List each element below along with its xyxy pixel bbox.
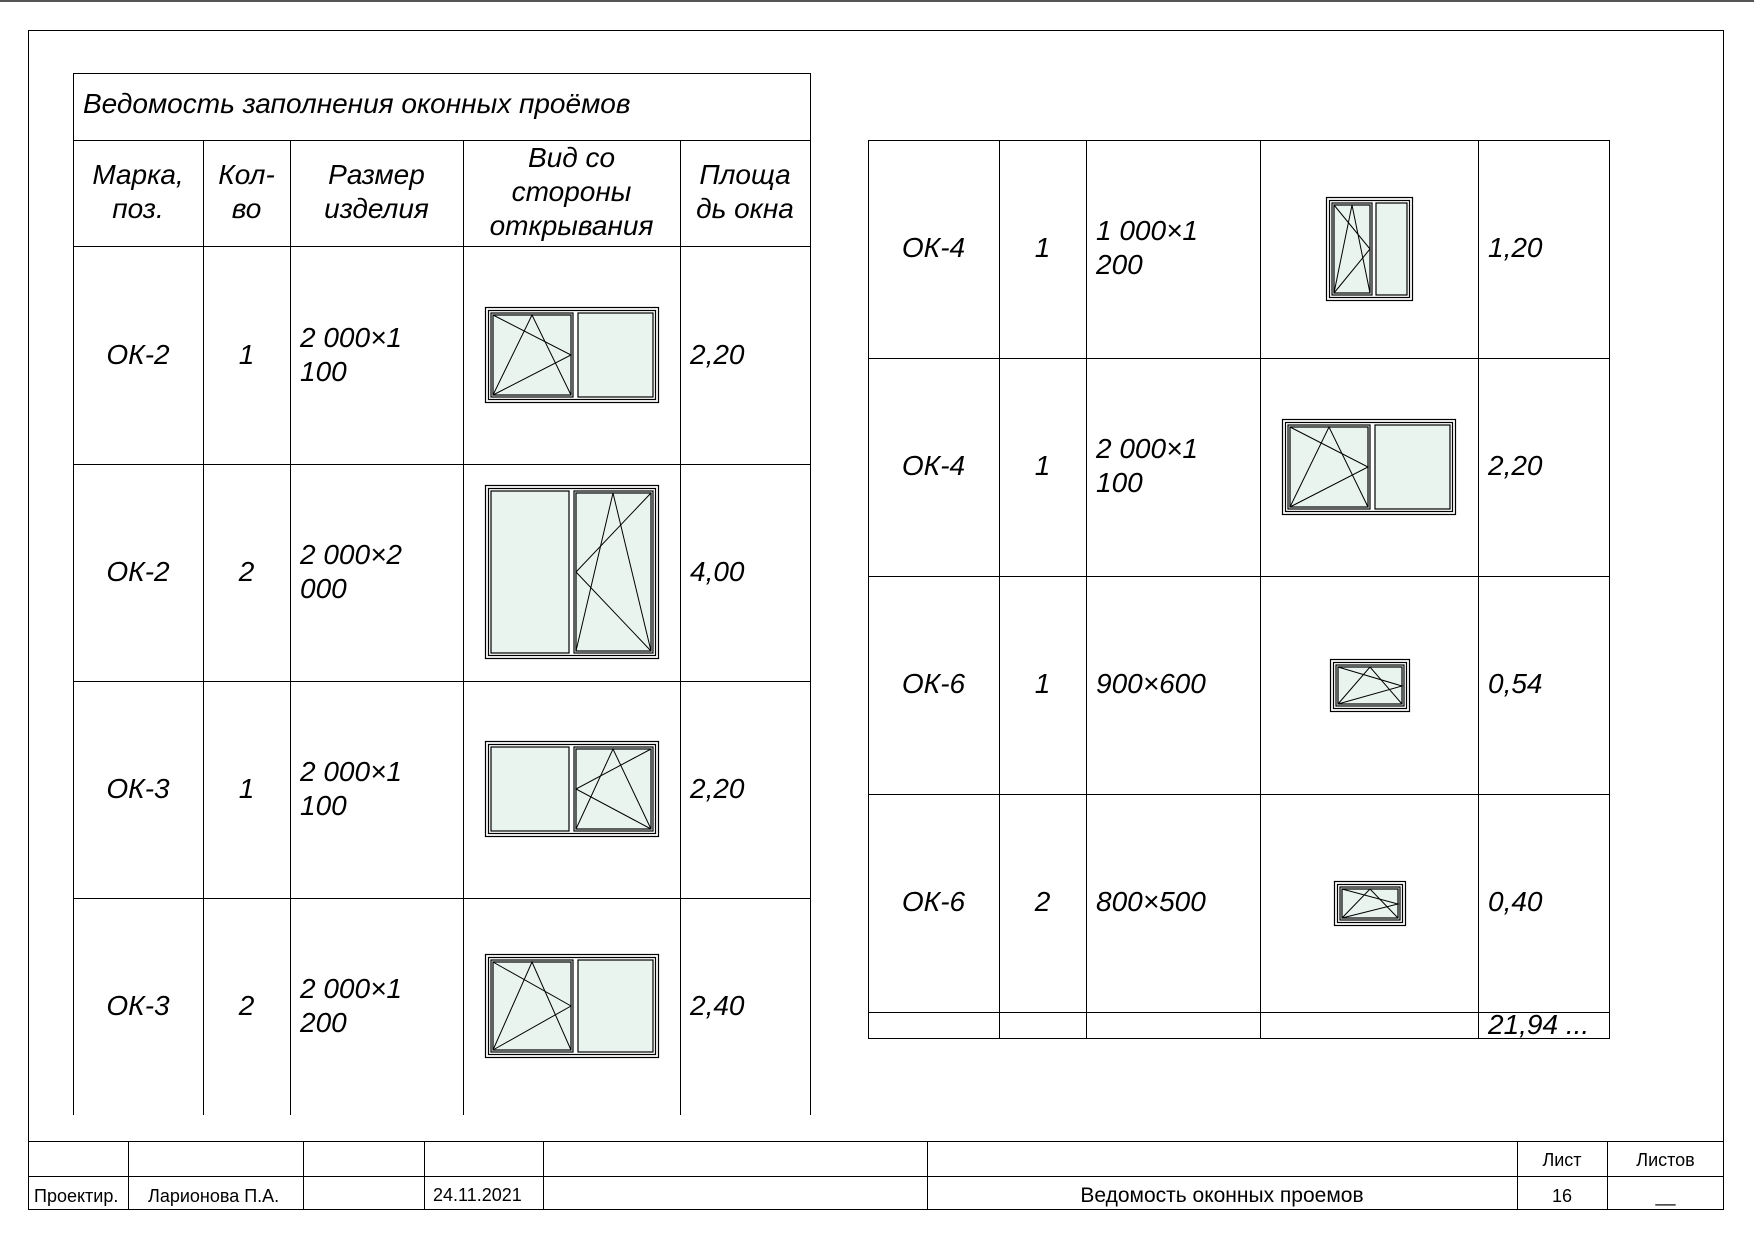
schedule-title: Ведомость заполнения оконных проёмов xyxy=(83,88,631,119)
row-mark: ОК-4 xyxy=(901,450,966,481)
row-qty: 1 xyxy=(1034,450,1051,481)
row-qty: 1 xyxy=(238,773,255,804)
two-pane-right-tilt-turn-window-icon xyxy=(485,485,659,659)
row-size: 2 000×2 000 xyxy=(300,539,402,604)
row-qty: 2 xyxy=(238,990,255,1021)
two-pane-right-tilt-turn-window-icon xyxy=(485,741,659,837)
row-size: 1 000×1 200 xyxy=(1096,215,1198,280)
single-tilt-turn-window-icon xyxy=(1334,881,1406,926)
designer-name: Ларионова П.А. xyxy=(148,1186,280,1206)
header-size: Размер изделия xyxy=(324,159,429,224)
single-tilt-turn-window-icon xyxy=(1330,659,1410,712)
row-mark: ОК-6 xyxy=(901,886,966,917)
row-qty: 1 xyxy=(1034,232,1051,263)
row-mark: ОК-2 xyxy=(106,339,170,370)
role-label: Проектир. xyxy=(34,1186,119,1206)
two-pane-left-tilt-turn-window-icon xyxy=(485,954,659,1058)
row-mark: ОК-3 xyxy=(106,773,170,804)
total-area: 21,94 ... xyxy=(1488,1009,1590,1040)
header-area: Площа дь окна xyxy=(696,159,794,224)
two-pane-left-tilt-turn-window-icon xyxy=(1326,197,1413,301)
row-area: 0,40 xyxy=(1488,886,1543,917)
row-area: 2,20 xyxy=(690,339,745,370)
header-qty: Кол- во xyxy=(218,159,275,224)
two-pane-left-tilt-turn-window-icon xyxy=(1282,419,1456,515)
row-size: 900×600 xyxy=(1096,668,1206,699)
row-area: 0,54 xyxy=(1488,668,1543,699)
row-size: 2 000×1 100 xyxy=(300,322,402,387)
row-area: 4,00 xyxy=(690,556,745,587)
sheet-number: 16 xyxy=(1551,1186,1573,1206)
header-mark: Марка, поз. xyxy=(92,159,184,224)
two-pane-left-tilt-turn-window-icon xyxy=(485,307,659,403)
date: 24.11.2021 xyxy=(433,1185,522,1205)
row-size: 2 000×1 100 xyxy=(300,756,402,821)
row-area: 2,40 xyxy=(690,990,745,1021)
sheet-label: Лист xyxy=(1542,1150,1582,1170)
row-area: 1,20 xyxy=(1488,232,1543,263)
row-size: 2 000×1 100 xyxy=(1096,433,1198,498)
drawing-title: Ведомость оконных проемов xyxy=(1080,1184,1364,1207)
row-mark: ОК-4 xyxy=(901,232,966,263)
row-qty: 1 xyxy=(238,339,255,370)
sheets-total: __ xyxy=(1655,1186,1676,1206)
header-view: Вид со стороны открывания xyxy=(489,142,654,241)
page-top-edge xyxy=(0,0,1754,2)
row-qty: 1 xyxy=(1034,668,1051,699)
row-area: 2,20 xyxy=(690,773,745,804)
row-size: 2 000×1 200 xyxy=(300,973,402,1038)
row-mark: ОК-2 xyxy=(106,556,170,587)
row-qty: 2 xyxy=(238,556,255,587)
sheets-label: Листов xyxy=(1636,1150,1695,1170)
row-area: 2,20 xyxy=(1488,450,1543,481)
row-mark: ОК-3 xyxy=(106,990,170,1021)
row-mark: ОК-6 xyxy=(901,668,966,699)
row-qty: 2 xyxy=(1034,886,1051,917)
row-size: 800×500 xyxy=(1096,886,1206,917)
